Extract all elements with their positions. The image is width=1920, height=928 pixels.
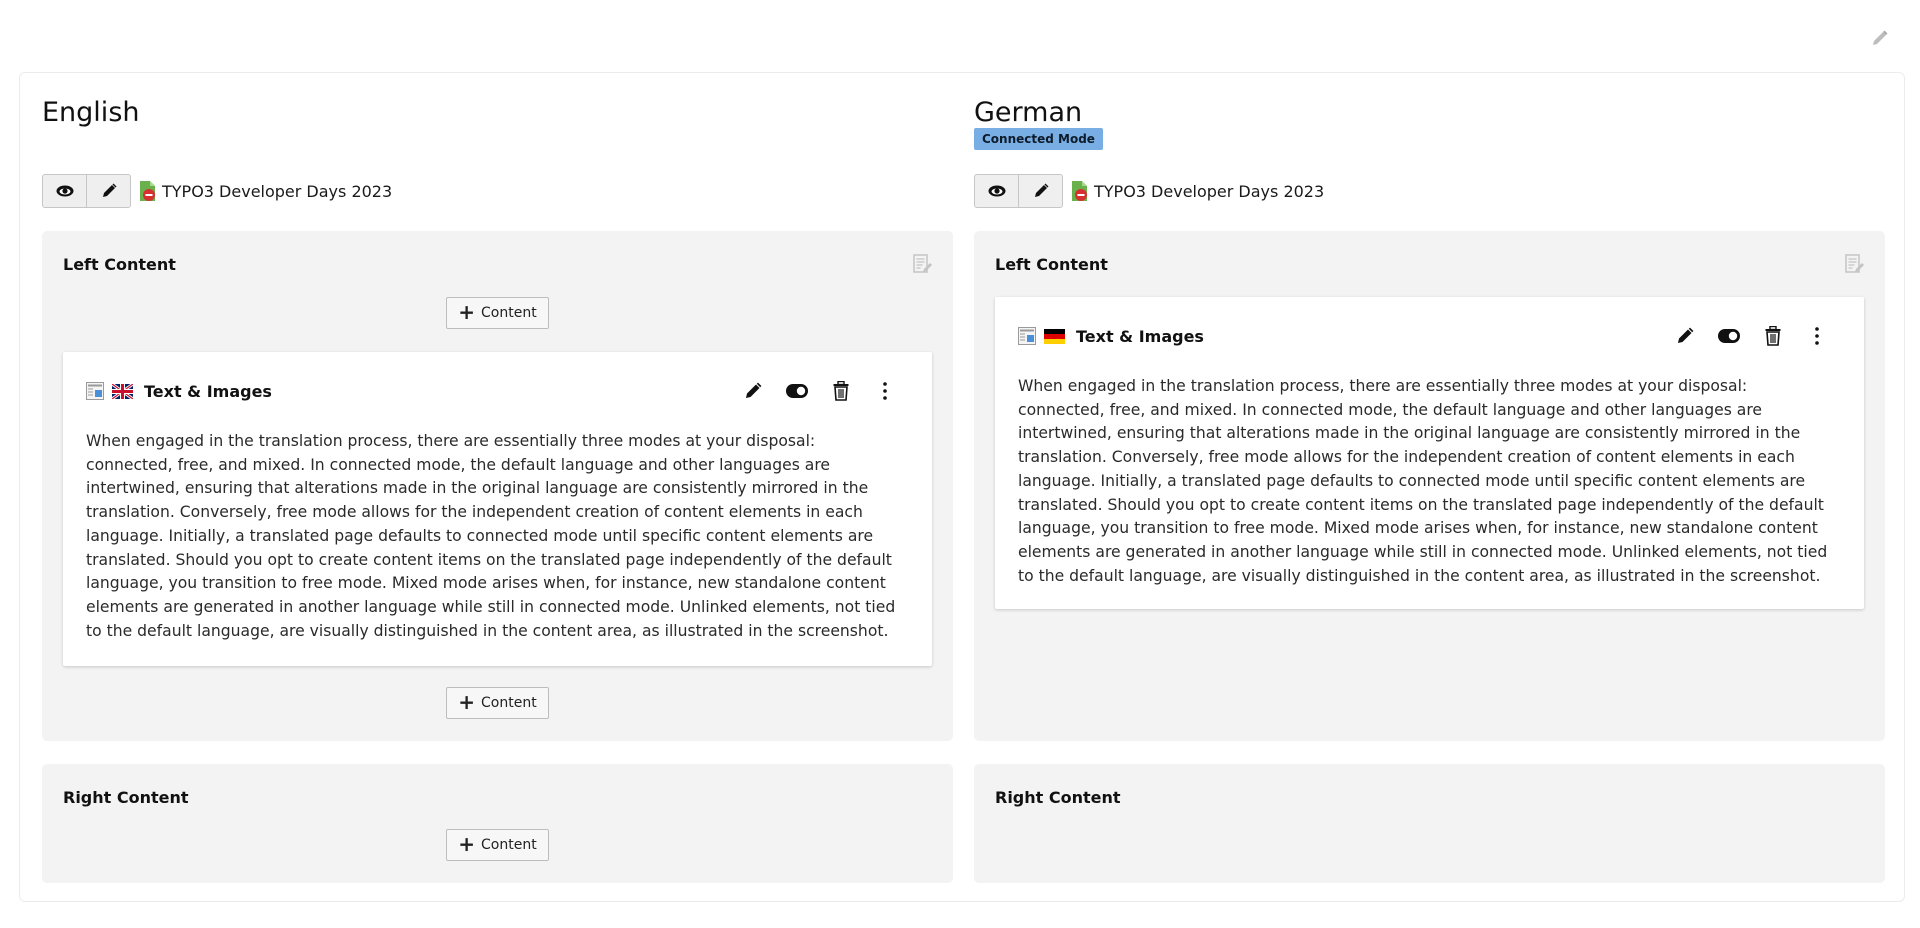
plus-icon: + (458, 832, 476, 856)
delete-element-button[interactable] (1760, 323, 1786, 349)
content-element-title: Text & Images (1076, 326, 1204, 346)
plus-icon: + (458, 690, 476, 714)
eye-icon (988, 185, 1006, 197)
view-page-button[interactable] (43, 175, 86, 207)
add-content-label: Content (481, 695, 537, 711)
body-text-line: translated. Should you opt to create content items on the translated page independently of the default (86, 550, 892, 569)
content-element-actions (1654, 323, 1830, 349)
body-text-line: language. Initially, a translated page defaults to connected mode until specific content elements are (1018, 471, 1806, 490)
edit-column-icon[interactable] (913, 254, 932, 274)
add-content-label: Content (481, 837, 537, 853)
body-text-line: to the default language, are visually distinguished in the content area, as illustrated in the screenshot. (1018, 566, 1821, 585)
text-images-icon (1018, 327, 1036, 345)
body-text-line: language. Initially, a translated page defaults to connected mode until specific content elements are (86, 526, 874, 545)
add-content-button[interactable] (446, 687, 549, 719)
kebab-menu-icon (1815, 327, 1819, 345)
language-title: German (974, 97, 1083, 128)
column-title: Right Content (995, 788, 1121, 807)
content-element-card[interactable] (995, 297, 1864, 609)
body-text-line: intertwined, ensuring that alterations made in the original language are consistently mirrored in the (86, 479, 869, 498)
edit-column-icon[interactable] (1845, 254, 1864, 274)
body-text-line: language, you transition to free mode. Mixed mode arises when, for instance, new standalone content (1018, 519, 1818, 538)
edit-page-icon[interactable] (1870, 28, 1890, 48)
content-element-header (86, 378, 272, 404)
content-element-title: Text & Images (144, 381, 272, 401)
page-title[interactable]: TYPO3 Developer Days 2023 (162, 181, 393, 201)
body-text-line: connected, free, and mixed. In connected mode, the default language and other languages are (1018, 400, 1763, 419)
de-flag-icon (1044, 329, 1065, 344)
body-text-line: translation. Conversely, free mode allows for the independent creation of content elements in each (86, 503, 863, 522)
body-text-line: elements are generated in another language while still in connected mode. Unlinked elements, not tied (1018, 542, 1828, 561)
page-header-row (974, 174, 1324, 208)
pencil-icon (101, 183, 117, 199)
content-element-header (1018, 323, 1204, 349)
eye-icon (56, 185, 74, 197)
uk-flag-icon (112, 384, 133, 399)
delete-element-button[interactable] (828, 378, 854, 404)
text-images-icon (86, 382, 104, 400)
toggle-visibility-button[interactable] (1716, 323, 1742, 349)
content-element-body (1018, 375, 1848, 588)
toggle-visibility-button[interactable] (784, 378, 810, 404)
add-content-label: Content (481, 305, 537, 321)
plus-icon: + (458, 300, 476, 324)
left-content-panel (42, 231, 953, 741)
more-actions-button[interactable] (1804, 323, 1830, 349)
body-text-line: When engaged in the translation process, there are essentially three modes at your disposal: (86, 432, 816, 450)
page-action-group (42, 174, 131, 208)
kebab-menu-icon (883, 382, 887, 400)
trash-icon (1765, 326, 1781, 346)
page-hidden-icon[interactable] (1071, 180, 1089, 202)
body-text-line: to the default language, are visually distinguished in the content area, as illustrated in the screenshot. (86, 621, 889, 640)
add-content-button[interactable] (446, 829, 549, 861)
column-title: Left Content (995, 255, 1108, 274)
pencil-icon (744, 382, 762, 400)
edit-element-button[interactable] (740, 378, 766, 404)
body-text-line: language, you transition to free mode. Mixed mode arises when, for instance, new standalone content (86, 574, 886, 593)
right-content-panel (42, 764, 953, 883)
body-text-line: elements are generated in another language while still in connected mode. Unlinked elements, not tied (86, 597, 896, 616)
body-text-line: translation. Conversely, free mode allows for the independent creation of content elements in each (1018, 448, 1795, 467)
pencil-icon (1033, 183, 1049, 199)
page-title[interactable]: TYPO3 Developer Days 2023 (1094, 181, 1325, 201)
view-page-button[interactable] (975, 175, 1018, 207)
edit-page-button[interactable] (86, 175, 130, 207)
column-title: Left Content (63, 255, 176, 274)
body-text-line: intertwined, ensuring that alterations made in the original language are consistently mirrored in the (1018, 424, 1801, 443)
content-element-body (86, 430, 916, 643)
content-element-card[interactable] (63, 352, 932, 666)
page-action-group (974, 174, 1063, 208)
page-hidden-icon[interactable] (139, 180, 157, 202)
pencil-icon (1676, 327, 1694, 345)
body-text-line: connected, free, and mixed. In connected mode, the default language and other languages are (86, 455, 831, 474)
toggle-icon (786, 384, 808, 398)
more-actions-button[interactable] (872, 378, 898, 404)
column-title: Right Content (63, 788, 189, 807)
edit-element-button[interactable] (1672, 323, 1698, 349)
right-content-panel (974, 764, 1885, 883)
page-header-row (42, 174, 392, 208)
toggle-icon (1718, 329, 1740, 343)
language-title: English (42, 97, 140, 128)
left-content-panel (974, 231, 1885, 741)
content-element-actions (722, 378, 898, 404)
body-text-line: translated. Should you opt to create content items on the translated page independently of the default (1018, 495, 1824, 514)
body-text-line: When engaged in the translation process, there are essentially three modes at your disposal: (1018, 377, 1748, 395)
trash-icon (833, 381, 849, 401)
add-content-button[interactable] (446, 297, 549, 329)
connected-mode-badge: Connected Mode (974, 128, 1103, 150)
page-layout-container (19, 72, 1905, 902)
edit-page-button[interactable] (1018, 175, 1062, 207)
